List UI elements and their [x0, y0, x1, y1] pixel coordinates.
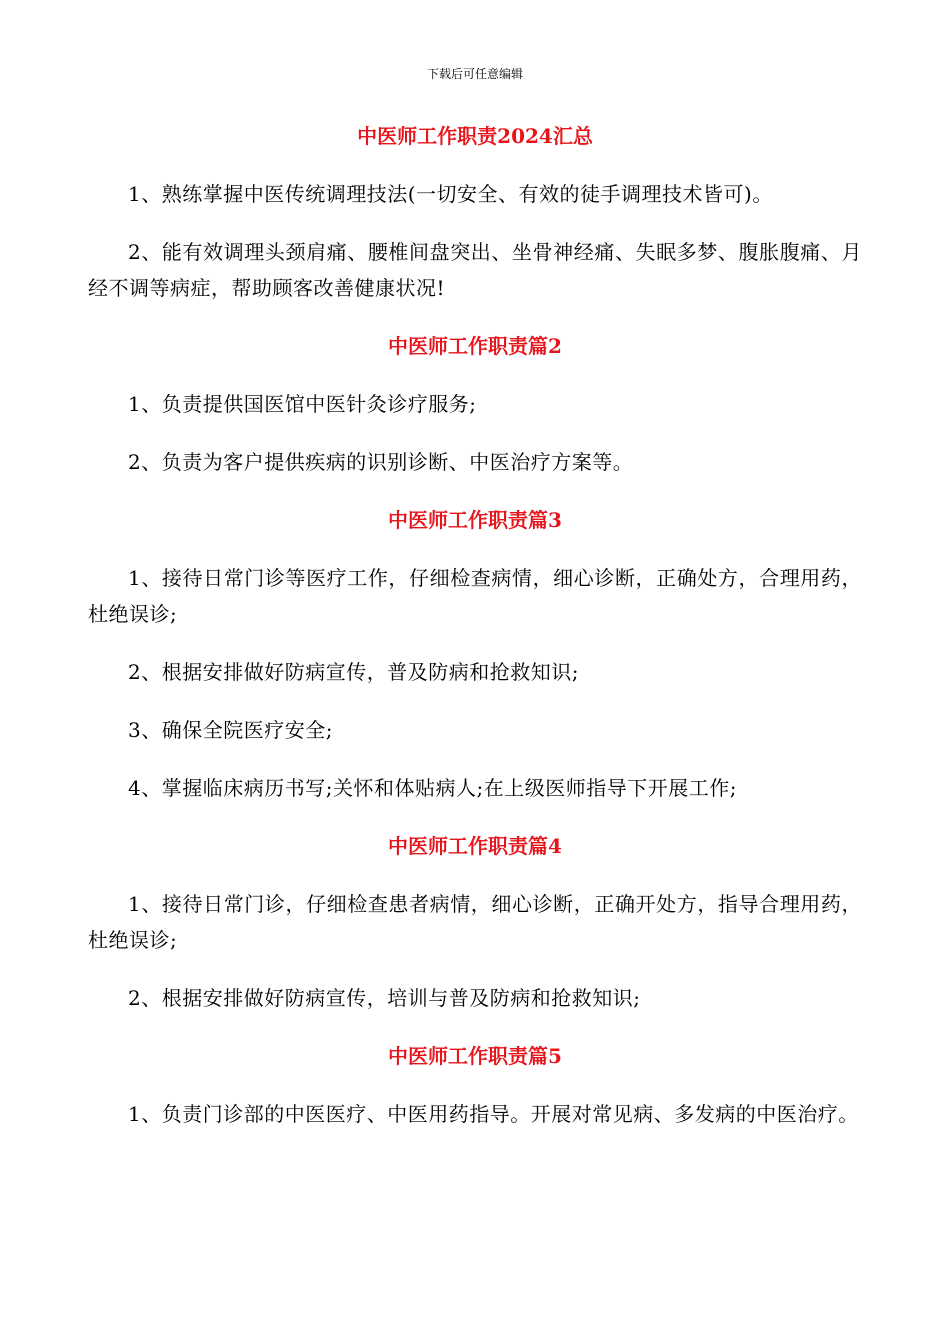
- section-title: 中医师工作职责篇5: [388, 1044, 562, 1068]
- section-title: 中医师工作职责篇3: [388, 508, 562, 532]
- paragraph: 2、负责为客户提供疾病的识别诊断、中医治疗方案等。: [128, 450, 634, 474]
- paragraph: 2、根据安排做好防病宣传，培训与普及防病和抢救知识;: [128, 986, 641, 1010]
- header-note: 下载后可任意编辑: [426, 67, 523, 81]
- paragraph: 2、能有效调理头颈肩痛、腰椎间盘突出、坐骨神经痛、失眠多梦、腹胀腹痛、月经不调等病症，帮助顾客改善健康状况!: [88, 240, 862, 300]
- paragraph: 1、熟练掌握中医传统调理技法(一切安全、有效的徒手调理技术皆可)。: [128, 182, 773, 206]
- section-title: 中医师工作职责篇2: [388, 334, 562, 358]
- paragraph: 4、掌握临床病历书写;关怀和体贴病人;在上级医师指导下开展工作;: [128, 776, 737, 800]
- paragraph: 1、接待日常门诊，仔细检查患者病情，细心诊断，正确开处方，指导合理用药，杜绝误诊;: [88, 892, 862, 952]
- paragraph: 1、接待日常门诊等医疗工作，仔细检查病情，细心诊断，正确处方，合理用药，杜绝误诊;: [88, 566, 862, 626]
- section-title: 中医师工作职责篇4: [388, 834, 562, 858]
- paragraph: 3、确保全院医疗安全;: [128, 718, 333, 742]
- paragraph: 1、负责提供国医馆中医针灸诊疗服务;: [128, 392, 477, 416]
- paragraph: 1、负责门诊部的中医医疗、中医用药指导。开展对常见病、多发病的中医治疗。: [128, 1102, 859, 1126]
- document-body: [88, 118, 862, 1132]
- section-title: 中医师工作职责2024汇总: [357, 124, 593, 148]
- paragraph: 2、根据安排做好防病宣传，普及防病和抢救知识;: [128, 660, 579, 684]
